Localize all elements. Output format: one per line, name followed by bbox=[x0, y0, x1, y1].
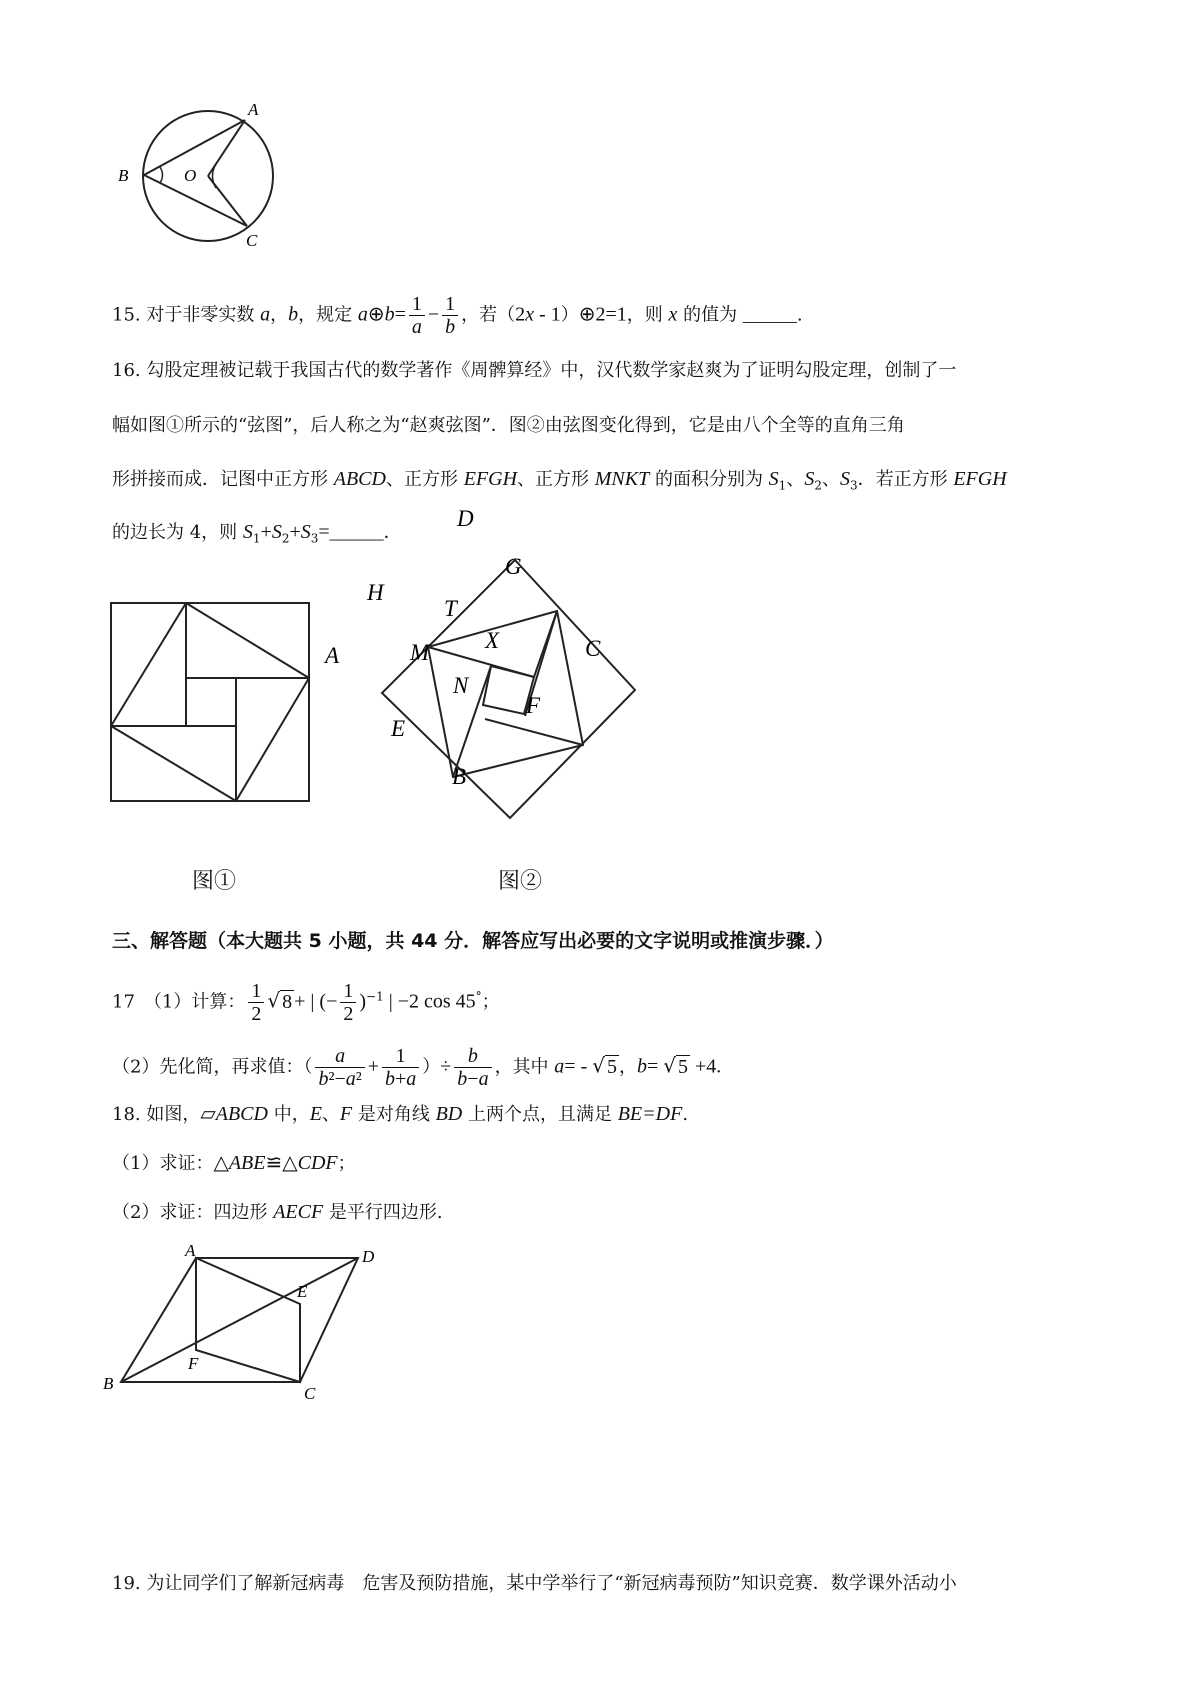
math-symbol: = bbox=[318, 521, 330, 543]
fraction-numerator: 1 bbox=[442, 293, 458, 316]
q16-line-3 bbox=[112, 466, 1007, 499]
label-e: E bbox=[391, 716, 406, 741]
sqrt-sign: √ bbox=[592, 1053, 605, 1078]
label-o: O bbox=[184, 166, 197, 185]
inner-tilted-square bbox=[111, 603, 309, 801]
text-run: 、 bbox=[321, 1104, 340, 1125]
fraction-numerator: 1 bbox=[248, 980, 264, 1003]
text-run: ，其中 bbox=[494, 1056, 555, 1078]
answer-blank: ______ bbox=[742, 304, 797, 325]
math-variable: F bbox=[339, 1103, 353, 1125]
math-symbol: ⊕ bbox=[367, 303, 385, 326]
math-symbol: 2 bbox=[515, 303, 526, 326]
q16-line-2 bbox=[112, 413, 905, 439]
text-run: ； bbox=[481, 991, 500, 1013]
math-variable: b bbox=[288, 303, 299, 326]
quad-aecf bbox=[196, 1258, 300, 1382]
label-b: B bbox=[452, 764, 467, 789]
q19-line-1 bbox=[112, 1571, 957, 1597]
subscript: 1 bbox=[252, 531, 261, 546]
math-symbol: + bbox=[367, 1055, 380, 1078]
math-variable: a bbox=[260, 303, 271, 326]
math-symbol: ⊕2=1 bbox=[578, 303, 627, 326]
math-variable: EFGH bbox=[953, 468, 1007, 490]
subscript: 3 bbox=[849, 478, 858, 493]
fraction-numerator: 1 bbox=[409, 293, 425, 316]
sqrt-sign: √ bbox=[663, 1053, 677, 1078]
radicand: 8 bbox=[282, 990, 293, 1013]
math-symbol: = bbox=[394, 303, 406, 326]
math-symbol: | −2 cos 45 bbox=[383, 990, 476, 1013]
text-run: 是对角线 bbox=[352, 1104, 436, 1125]
math-variable: CDF bbox=[297, 1152, 338, 1174]
radicand: 5 bbox=[607, 1055, 617, 1078]
text-run: ） bbox=[560, 304, 579, 326]
text-run: 中， bbox=[267, 1104, 310, 1125]
math-variable: AECF bbox=[273, 1201, 324, 1223]
label-a: A bbox=[325, 643, 340, 668]
fraction-numerator: 1 bbox=[340, 980, 356, 1003]
math-symbol: ≌△ bbox=[265, 1152, 298, 1174]
label-f: F bbox=[188, 1354, 199, 1373]
text-run: ，若（ bbox=[461, 304, 516, 326]
label-e: E bbox=[297, 1282, 308, 1301]
label-c: C bbox=[246, 231, 258, 250]
section-3-heading bbox=[112, 928, 834, 955]
text-run: ， bbox=[619, 1056, 637, 1078]
q17-part-1 bbox=[112, 980, 500, 1025]
parallelogram-figure bbox=[100, 1240, 400, 1410]
math-symbol: ) bbox=[359, 990, 367, 1013]
text-run: （1）求证： bbox=[112, 1153, 214, 1174]
text-run: ． bbox=[383, 522, 402, 543]
math-variable: a bbox=[554, 1055, 565, 1078]
text-run: 、 bbox=[786, 469, 805, 490]
subscript: 3 bbox=[310, 531, 319, 546]
text-run: （2）先化简，再求值：（ bbox=[112, 1056, 313, 1078]
math-variable: a bbox=[357, 303, 368, 326]
text-run: 的面积分别为 bbox=[649, 469, 769, 490]
text-run: 、正方形 bbox=[517, 469, 595, 490]
text-run: 的边长为 4，则 bbox=[112, 522, 243, 543]
fraction bbox=[340, 980, 356, 1025]
fraction-denominator: a bbox=[411, 316, 422, 338]
angle-arc-b bbox=[160, 167, 163, 183]
fraction bbox=[248, 980, 264, 1025]
math-symbol: + bbox=[260, 521, 272, 543]
label-x: X bbox=[485, 628, 500, 653]
math-symbol: + bbox=[289, 521, 301, 543]
text-run: 是平行四边形. bbox=[323, 1202, 443, 1223]
fraction bbox=[409, 293, 425, 338]
heading-text: 三、解答题（本大题共 5 小题，共 44 分．解答应写出必要的文字说明或推演步骤．） bbox=[112, 930, 834, 952]
label-m: M bbox=[410, 640, 430, 665]
math-variable: ABCD bbox=[215, 1103, 268, 1125]
fraction-numerator: a bbox=[315, 1045, 364, 1068]
math-symbol: △ bbox=[213, 1152, 229, 1174]
subscript: 2 bbox=[814, 478, 822, 493]
superscript: ° bbox=[475, 989, 482, 1004]
fraction-denominator: b bbox=[445, 316, 456, 338]
text-run: 、 bbox=[821, 469, 840, 490]
fraction-numerator: b bbox=[454, 1045, 491, 1068]
fraction-denominator: b−a bbox=[457, 1068, 489, 1090]
math-symbol: = bbox=[647, 1055, 664, 1078]
q17-part-2 bbox=[112, 1045, 721, 1090]
math-variable: E bbox=[309, 1103, 322, 1125]
label-a: A bbox=[185, 1241, 196, 1260]
math-symbol: - 1 bbox=[534, 303, 561, 326]
radicand: 5 bbox=[678, 1055, 689, 1078]
text-run: ； bbox=[337, 1153, 356, 1174]
math-variable: S bbox=[300, 521, 311, 543]
label-h: H bbox=[367, 580, 384, 605]
subscript: 1 bbox=[778, 478, 787, 493]
math-symbol: ▱ bbox=[200, 1103, 216, 1125]
circle-figure bbox=[110, 96, 300, 256]
math-variable: ABE bbox=[228, 1152, 266, 1174]
q16-line-1 bbox=[112, 358, 956, 384]
label-f: F bbox=[526, 693, 541, 718]
text-run: . bbox=[682, 1104, 689, 1125]
text-run: 、正方形 bbox=[385, 469, 464, 490]
text-run: 幅如图①所示的“弦图”，后人称之为“赵爽弦图”．图②由弦图变化得到，它是由八个全等的直角三角 bbox=[112, 415, 905, 436]
text-run: 16. 勾股定理被记载于我国古代的数学著作《周髀算经》中，汉代数学家赵爽为了证明勾股定理，创制了一 bbox=[112, 360, 957, 381]
label-c: C bbox=[585, 636, 601, 661]
label-g: G bbox=[505, 554, 522, 579]
label-a: A bbox=[248, 100, 259, 119]
fraction-denominator: b²−a² bbox=[318, 1068, 362, 1090]
text-run: ） bbox=[422, 1056, 441, 1078]
math-variable: ABCD bbox=[333, 468, 386, 490]
label-d: D bbox=[362, 1247, 375, 1266]
chord-diagram-1 bbox=[100, 600, 315, 810]
subscript: 2 bbox=[281, 531, 290, 546]
text-run: ．若正方形 bbox=[857, 469, 954, 490]
text-run: 上两个点，且满足 bbox=[462, 1104, 618, 1125]
math-variable: b bbox=[637, 1055, 647, 1078]
text-run: 18. 如图， bbox=[112, 1104, 201, 1125]
math-variable: S bbox=[271, 521, 282, 543]
text-run: ，则 bbox=[626, 304, 669, 326]
fraction-numerator: 1 bbox=[382, 1045, 419, 1068]
math-symbol: + | ( bbox=[294, 990, 327, 1013]
math-variable: S bbox=[242, 521, 253, 543]
text-run: 的值为 bbox=[677, 304, 743, 326]
fraction bbox=[454, 1045, 491, 1090]
math-symbol: = - bbox=[564, 1055, 593, 1078]
outer-square bbox=[111, 603, 309, 801]
text-run: 17 （1）计算： bbox=[112, 991, 246, 1013]
text-run: ， bbox=[270, 304, 289, 326]
text-run: （2）求证：四边形 bbox=[112, 1202, 274, 1223]
label-d: D bbox=[457, 506, 474, 531]
text-run: 15. 对于非零实数 bbox=[112, 304, 261, 326]
math-symbol: +4. bbox=[690, 1055, 722, 1078]
math-variable: BD bbox=[435, 1103, 463, 1125]
q16-line-4 bbox=[112, 519, 402, 552]
q15-line bbox=[112, 293, 803, 338]
label-b: B bbox=[103, 1374, 114, 1393]
fraction-denominator: 2 bbox=[251, 1003, 262, 1025]
figure-2-caption: 图② bbox=[498, 869, 543, 894]
q18-part-1 bbox=[112, 1150, 356, 1177]
q18-line-1 bbox=[112, 1101, 688, 1128]
math-variable: MNKT bbox=[594, 468, 650, 490]
math-variable: S bbox=[768, 468, 779, 490]
text-run: 19. 为让同学们了解新冠病毒 危害及预防措施，某中学举行了“新冠病毒预防”知识竞赛．数学课外活动小 bbox=[112, 1573, 957, 1594]
superscript: −1 bbox=[366, 989, 384, 1004]
text-run: ，规定 bbox=[298, 304, 358, 326]
label-t: T bbox=[444, 596, 457, 621]
math-variable: S bbox=[804, 468, 815, 490]
math-symbol: ÷ bbox=[440, 1055, 452, 1078]
text-run: 形拼接而成．记图中正方形 bbox=[112, 469, 334, 490]
fraction-denominator: 2 bbox=[343, 1003, 354, 1025]
answer-blank: ______ bbox=[329, 522, 384, 542]
label-n: N bbox=[453, 673, 469, 698]
math-variable: BE=DF bbox=[617, 1103, 683, 1125]
sqrt-sign: √ bbox=[267, 988, 281, 1013]
fraction bbox=[382, 1045, 419, 1090]
fraction bbox=[315, 1045, 364, 1090]
label-b: B bbox=[118, 166, 129, 185]
math-variable: S bbox=[839, 468, 850, 490]
math-variable: x bbox=[525, 303, 535, 326]
math-variable: x bbox=[668, 303, 678, 326]
fraction-denominator: b+a bbox=[385, 1068, 417, 1090]
math-symbol: − bbox=[326, 990, 338, 1013]
fraction bbox=[442, 293, 458, 338]
figure-1-caption: 图① bbox=[192, 869, 237, 894]
q18-part-2 bbox=[112, 1199, 443, 1226]
math-symbol: − bbox=[427, 303, 440, 326]
label-c: C bbox=[304, 1384, 316, 1403]
text-run: . bbox=[796, 304, 803, 326]
math-variable: EFGH bbox=[463, 468, 518, 490]
math-variable: b bbox=[384, 303, 395, 326]
